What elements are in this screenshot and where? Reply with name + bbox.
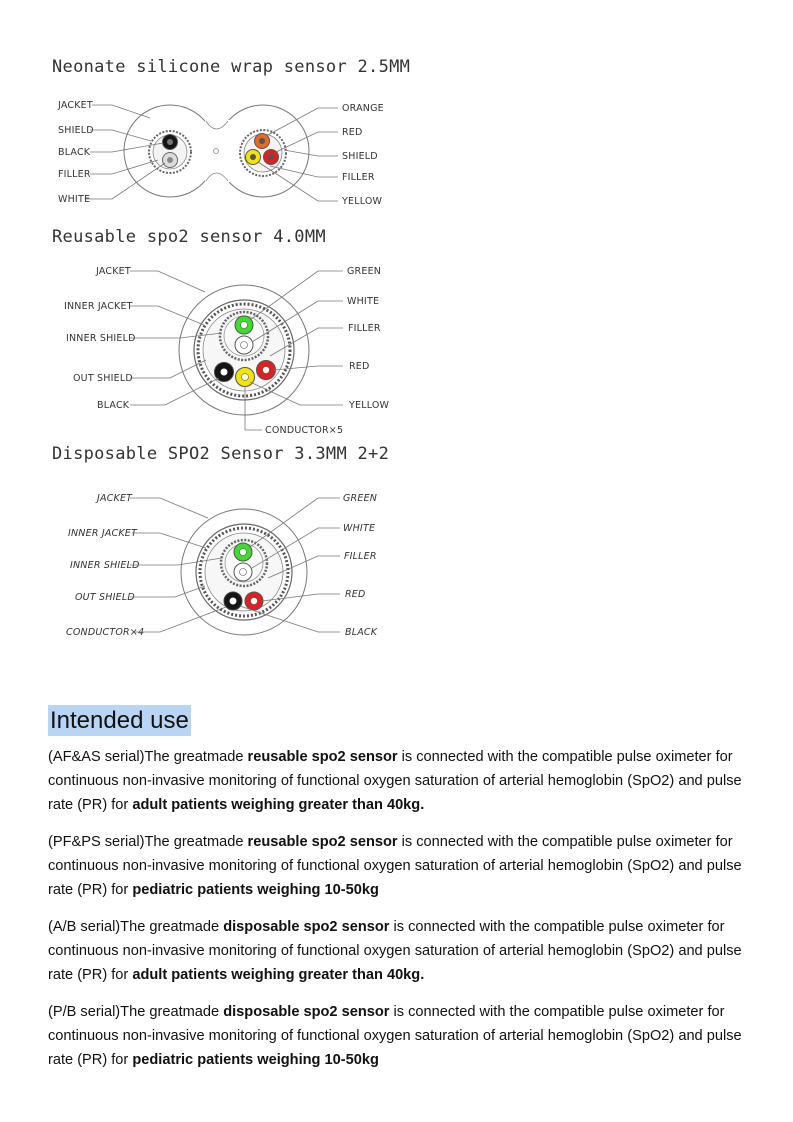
disposable-cable-cross-section [0, 485, 793, 645]
diagram-title-reusable: Reusable spo2 sensor 4.0MM [52, 227, 326, 247]
label-neonate-black: BLACK [58, 147, 91, 158]
label-reusable-jacket: JACKET [96, 266, 131, 277]
label-reusable-out-shield: OUT SHIELD [73, 373, 133, 384]
intended-use-paragraph-adult-reusable: (AF&AS serial)The greatmade reusable spo2 sensor is connected with the compatible pulse oximeter for continuous non-invasive monitoring of functional oxygen saturation of arterial hemoglobin (SpO2) and pulse rate (PR) for adult patients weighing greater than 40kg. [48, 749, 742, 813]
label-disposable-inner-shield: INNER SHIELD [70, 560, 140, 571]
label-reusable-black: BLACK [97, 400, 130, 411]
neonate-cable-cross-section [0, 90, 793, 215]
patient-group: pediatric patients weighing 10-50kg [132, 882, 379, 898]
intended-use-paragraph-pediatric-disposable: (P/B serial)The greatmade disposable spo2 sensor is connected with the compatible pulse oximeter for continuous non-invasive monitoring of functional oxygen saturation of arterial hemoglobin (SpO2) and pulse rate (PR) for pediatric patients weighing 10-50kg [48, 1004, 742, 1068]
label-disposable-jacket: JACKET [97, 493, 133, 504]
label-disposable-green: GREEN [343, 493, 378, 504]
label-disposable-conductor-count: CONDUCTOR×4 [66, 627, 145, 638]
product-name: reusable spo2 sensor [247, 749, 398, 765]
product-name: disposable spo2 sensor [223, 1004, 390, 1020]
label-reusable-white: WHITE [347, 296, 380, 307]
label-reusable-yellow: YELLOW [349, 400, 390, 411]
label-disposable-inner-jacket: INNER JACKET [68, 528, 138, 539]
label-reusable-filler: FILLER [348, 323, 381, 334]
label-neonate-shield: SHIELD [58, 125, 94, 136]
patient-group: pediatric patients weighing 10-50kg [132, 1052, 379, 1068]
patient-group: adult patients weighing greater than 40kg. [132, 797, 425, 813]
intended-use-heading: Intended use [50, 707, 189, 734]
label-neonate-red: RED [342, 127, 363, 138]
label-reusable-red: RED [349, 361, 370, 372]
label-neonate-filler-right: FILLER [342, 172, 375, 183]
reusable-cable-cross-section [0, 258, 793, 438]
label-disposable-red: RED [345, 589, 366, 600]
diagram-title-disposable: Disposable SPO2 Sensor 3.3MM 2+2 [52, 444, 390, 464]
diagram-title-neonate: Neonate silicone wrap sensor 2.5MM [52, 57, 411, 77]
intended-use-paragraph-adult-disposable: (A/B serial)The greatmade disposable spo2 sensor is connected with the compatible pulse oximeter for continuous non-invasive monitoring of functional oxygen saturation of arterial hemoglobin (SpO2) and pulse rate (PR) for adult patients weighing greater than 40kg. [48, 919, 742, 983]
label-disposable-filler: FILLER [344, 551, 377, 562]
label-reusable-inner-jacket: INNER JACKET [64, 301, 133, 312]
label-neonate-filler: FILLER [58, 169, 91, 180]
label-reusable-inner-shield: INNER SHIELD [66, 333, 136, 344]
label-neonate-shield-right: SHIELD [342, 151, 378, 162]
label-reusable-green: GREEN [347, 266, 382, 277]
product-name: disposable spo2 sensor [223, 919, 390, 935]
intended-use-paragraph-pediatric-reusable: (PF&PS serial)The greatmade reusable spo2 sensor is connected with the compatible pulse oximeter for continuous non-invasive monitoring of functional oxygen saturation of arterial hemoglobin (SpO2) and pulse rate (PR) for pediatric patients weighing 10-50kg [48, 834, 742, 898]
label-neonate-yellow: YELLOW [342, 196, 383, 207]
product-name: reusable spo2 sensor [247, 834, 398, 850]
label-disposable-black: BLACK [345, 627, 378, 638]
label-neonate-white: WHITE [58, 194, 91, 205]
patient-group: adult patients weighing greater than 40kg. [132, 967, 425, 983]
label-disposable-white: WHITE [343, 523, 376, 534]
label-reusable-conductor-count: CONDUCTOR×5 [265, 425, 344, 436]
label-disposable-out-shield: OUT SHIELD [75, 592, 135, 603]
label-neonate-jacket: JACKET [58, 100, 93, 111]
label-neonate-orange: ORANGE [342, 103, 384, 114]
